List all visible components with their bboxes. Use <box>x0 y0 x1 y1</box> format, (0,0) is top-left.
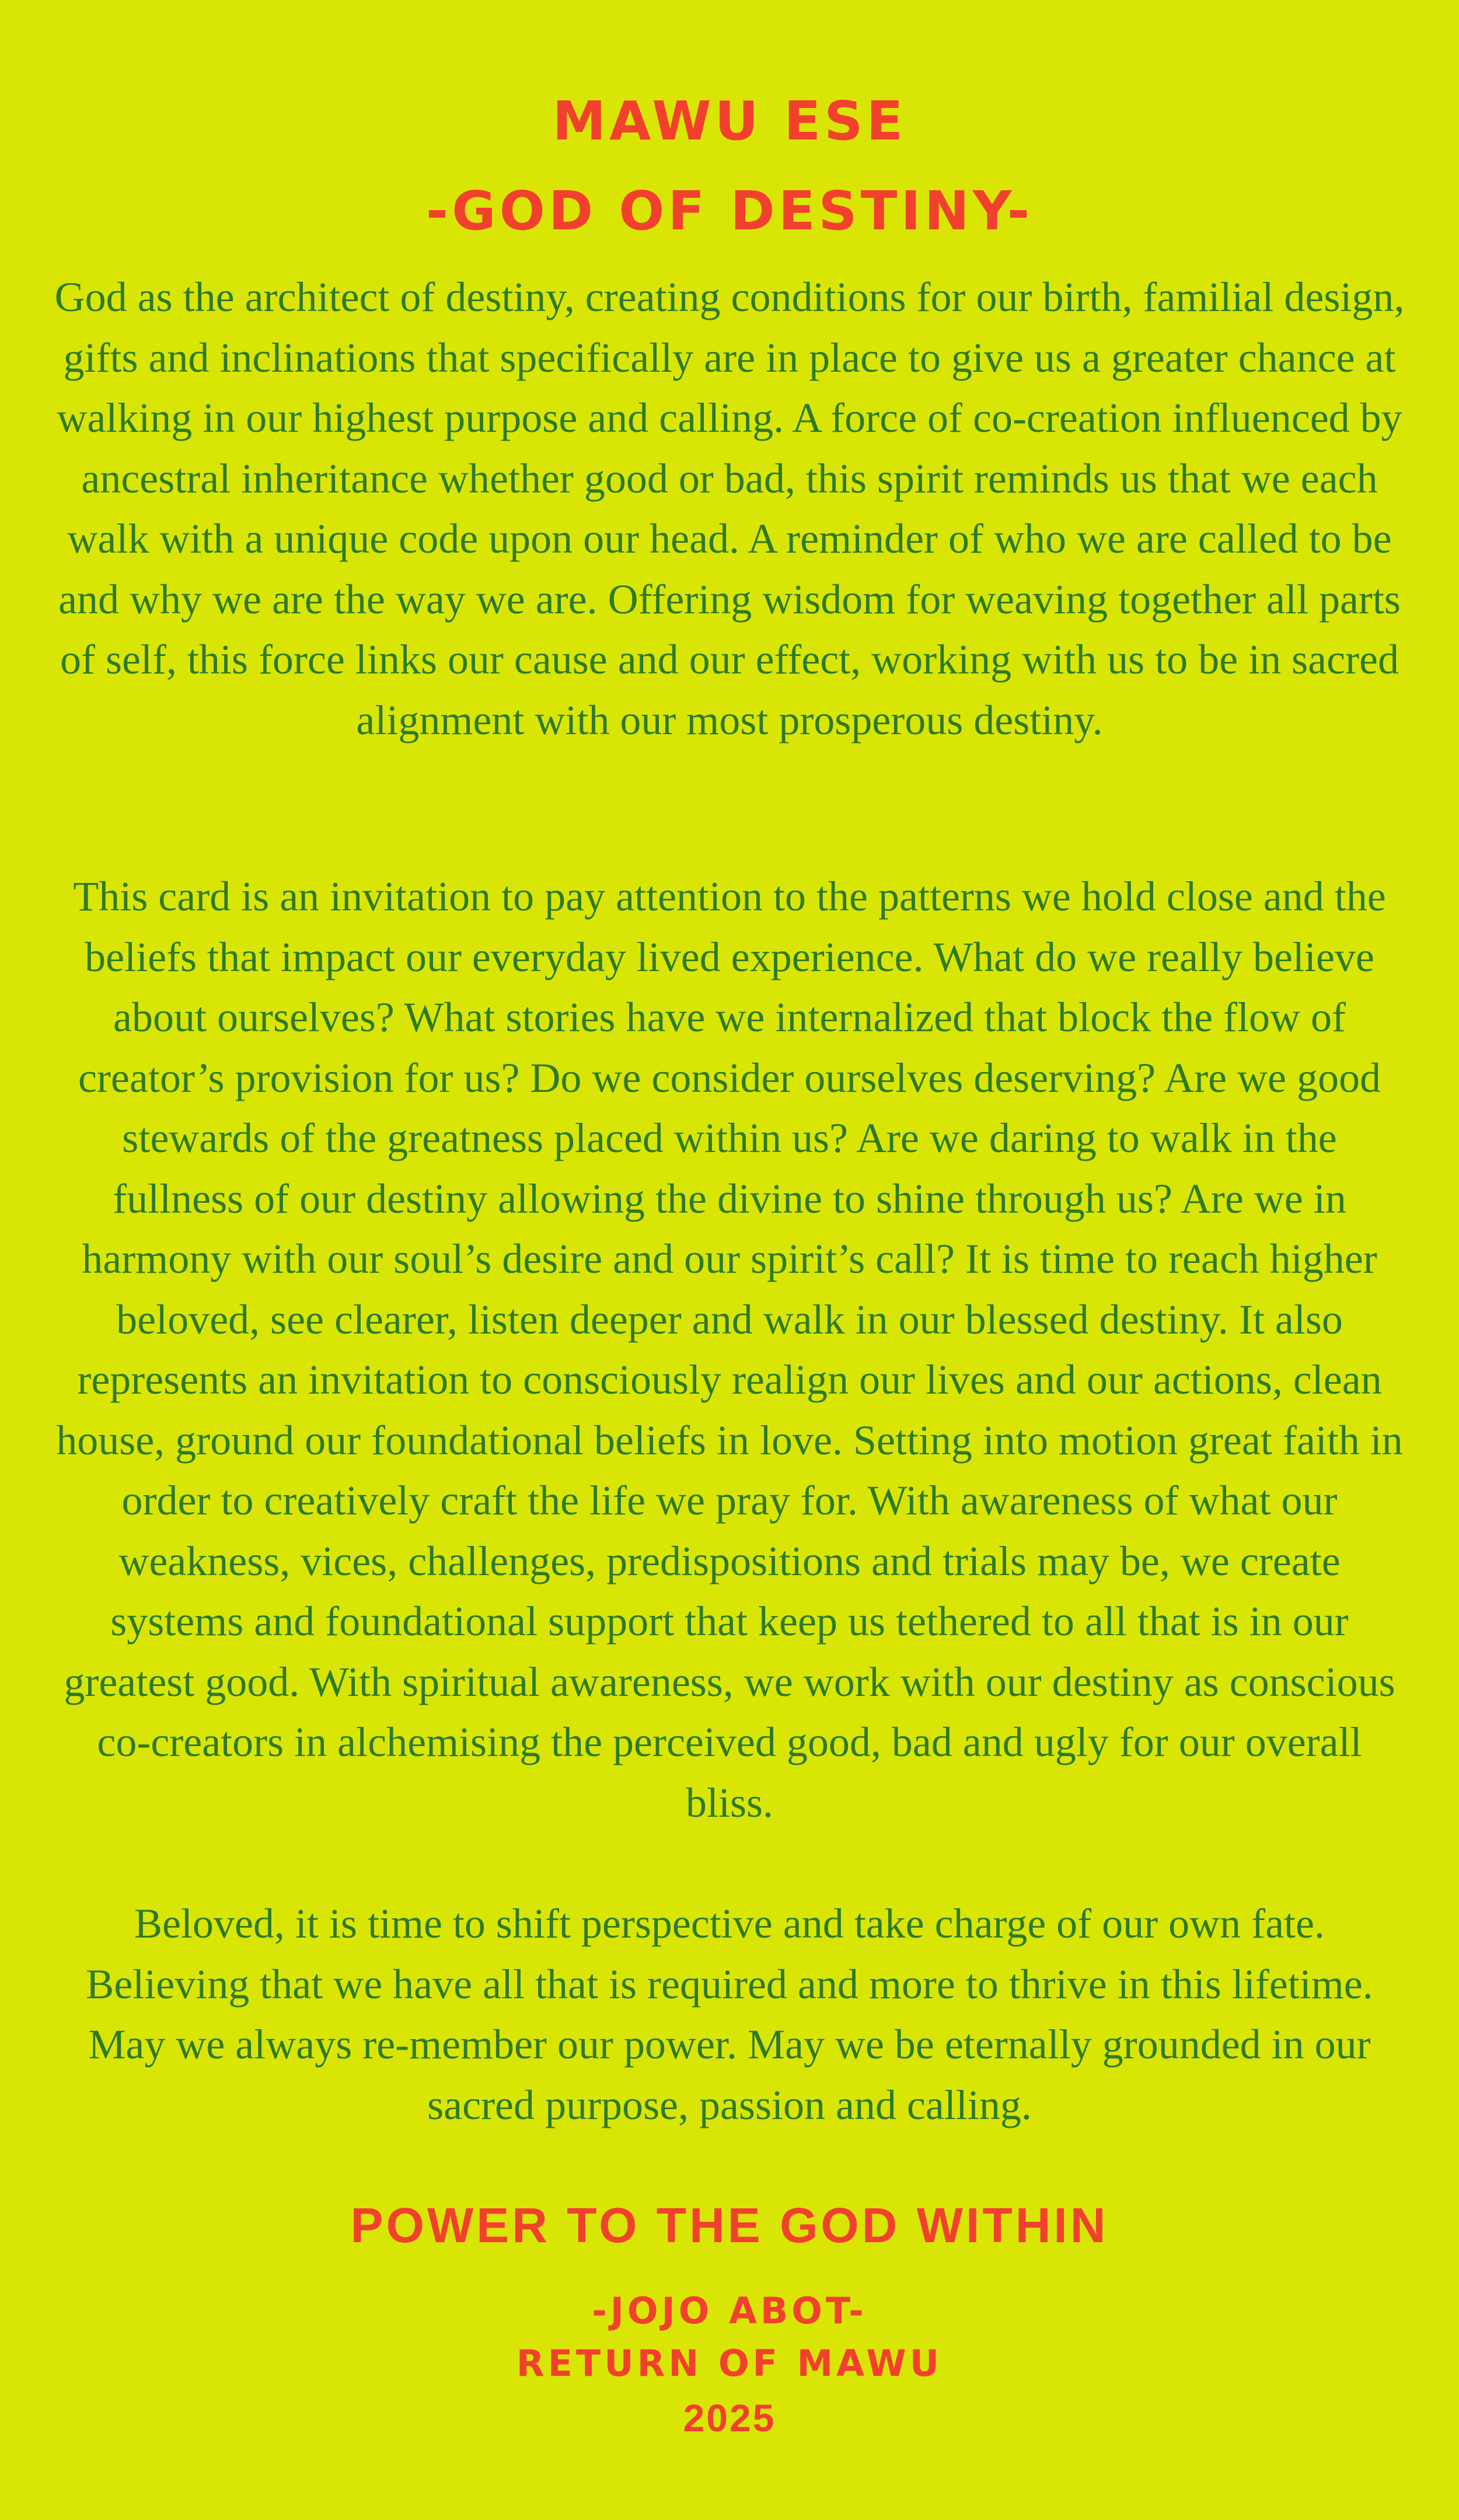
paragraph-closing: Beloved, it is time to shift perspective and take charge of our own fate. Believing that we have all that is required and more to thrive in this lifetime. May we always re-member our power. May we be eternally grounded in our sacred purpose, passion and calling. <box>86 1900 1373 2128</box>
paragraph-invitation: This card is an invitation to pay attention to the patterns we hold close and the beliefs that impact our everyday lived experience. What do we really believe about ourselves? What stories have we internalized that block the flow of creator’s provision for us? Do we consider ourselves deserving? Are we good stewards of the greatness placed within us? Are we daring to walk in the fullness of our destiny allowing the divine to shine through us? Are we in harmony with our soul’s desire and our spirit’s call? It is time to reach higher beloved, see clearer, listen deeper and walk in our blessed destiny. It also represents an invitation to consciously realign our lives and our actions, clean house, ground our foundational beliefs in love. Setting into motion great faith in order to creatively craft the life we pray for. With awareness of what our weakness, vices, challenges, predispositions and trials may be, we create systems and foundational support that keep us tethered to all that is in our greatest good. With spiritual awareness, we work with our destiny as conscious co-creators in alchemising the perceived good, bad and ugly for our overall bliss. <box>56 873 1403 1826</box>
signature-author: -JOJO ABOT- <box>592 2289 867 2332</box>
card-title: MAWU ESE <box>552 90 907 152</box>
paragraph-intro: God as the architect of destiny, creating conditions for our birth, familial design, gifts and inclinations that specifically are in place to give us a greater chance at walking in our highest purpose and calling. A force of co-creation influenced by ancestral inheritance whether good or bad, this spirit reminds us that we each walk with a unique code upon our head. A reminder of who we are called to be and why we are the way we are. Offering wisdom for weaving together all parts of self, this force links our cause and our effect, working with us to be in sacred alignment with our most prosperous destiny. <box>54 274 1405 744</box>
signature-work: RETURN OF MAWU <box>516 2342 943 2385</box>
signature-year: 2025 <box>683 2396 776 2439</box>
motto: POWER TO THE GOD WITHIN <box>350 2198 1109 2253</box>
card-subtitle: -GOD OF DESTINY- <box>425 180 1034 242</box>
